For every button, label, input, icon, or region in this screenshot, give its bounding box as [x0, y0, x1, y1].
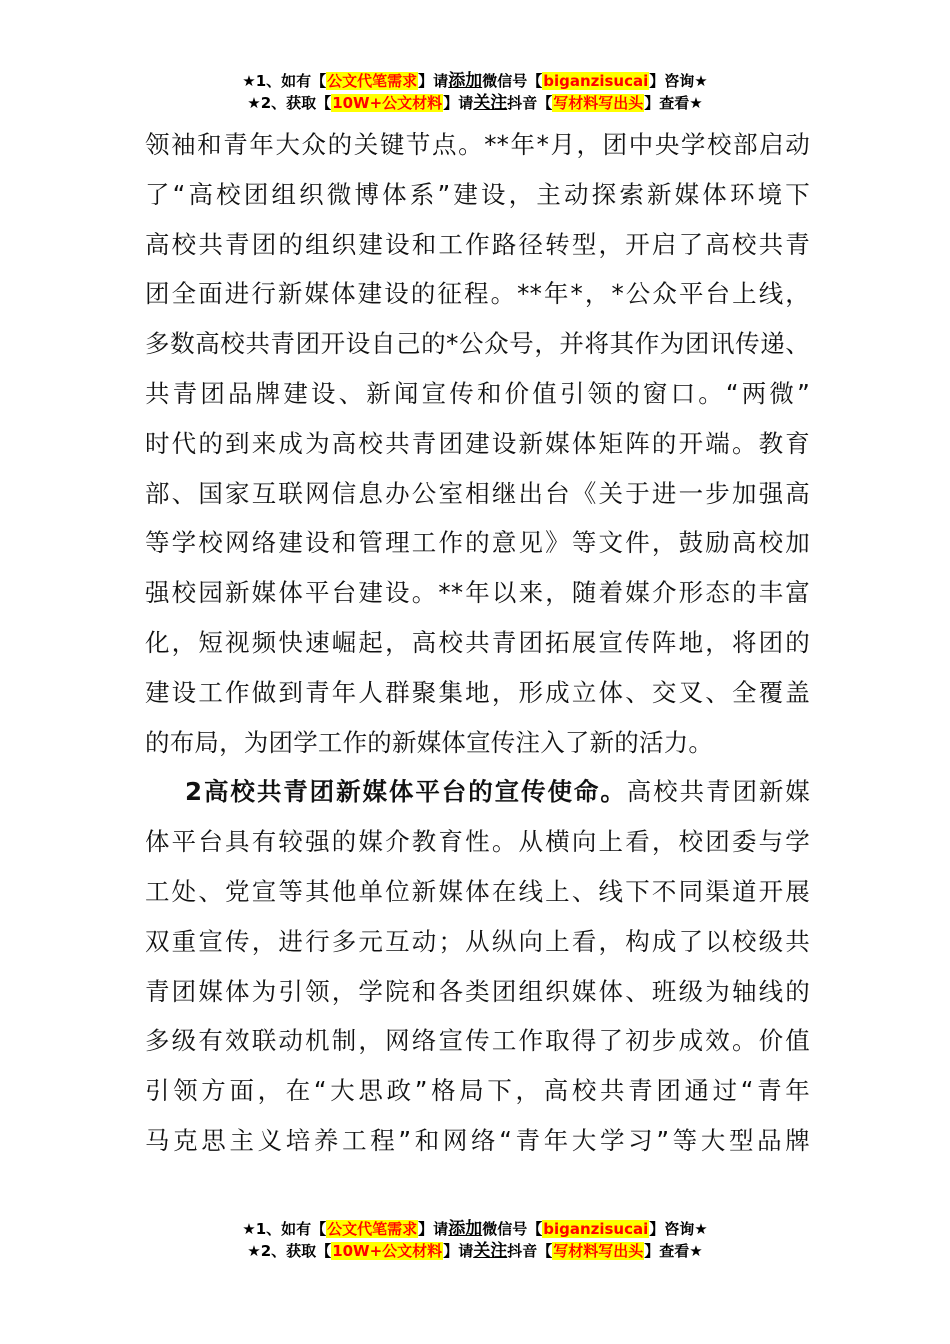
- banner-line-1: [0, 1218, 950, 1240]
- banner-2-prefix: ★2、获取【: [247, 1242, 332, 1260]
- text-line: 团全面进行新媒体建设的征程。**年*，*公众平台上线，: [145, 279, 810, 309]
- text-line: 了“高校团组织微博体系”建设，主动探索新媒体环境下: [145, 179, 810, 209]
- footer-banner: [0, 1218, 950, 1262]
- banner-1-highlight-service: 公文代笔需求: [327, 72, 418, 90]
- text-line: 体平台具有较强的媒介教育性。从横向上看，校团委与学: [145, 827, 810, 857]
- banner-1-mid: 】请: [418, 1220, 449, 1238]
- text-line: 共青团品牌建设、新闻宣传和价值引领的窗口。“两微”: [145, 378, 810, 408]
- section-heading: 2高校共青团新媒体平台的宣传使命。: [185, 777, 627, 807]
- text-line: 化，短视频快速崛起，高校共青团拓展宣传阵地，将团的: [145, 627, 810, 657]
- document-body: [145, 120, 810, 1166]
- paragraph-2-first-line: [145, 767, 810, 817]
- text-line: 青团媒体为引领，学院和各类团组织媒体、班级为轴线的: [145, 976, 810, 1006]
- banner-2-underline: 关注: [473, 1241, 508, 1261]
- banner-1-prefix: ★1、如有【: [242, 1220, 327, 1238]
- text-line: 双重宣传，进行多元互动；从纵向上看，构成了以校级共: [145, 926, 810, 956]
- banner-1-underline: 添加: [448, 1219, 483, 1239]
- banner-2-highlight-douyin: 写材料写出头: [553, 94, 644, 112]
- banner-2-highlight-materials: 10W+公文材料: [332, 1242, 443, 1260]
- banner-2-suffix: 】查看★: [644, 1242, 703, 1260]
- text-line: 工处、党宣等其他单位新媒体在线上、线下不同渠道开展: [145, 876, 810, 906]
- banner-1-highlight-wechat: biganzisucai: [543, 72, 649, 90]
- banner-1-mid2: 微信号【: [482, 1220, 543, 1238]
- text-line: 强校园新媒体平台建设。**年以来，随着媒介形态的丰富: [145, 578, 810, 608]
- banner-1-suffix: 】咨询★: [649, 1220, 708, 1238]
- banner-2-mid2: 抖音【: [507, 1242, 553, 1260]
- banner-1-highlight-service: 公文代笔需求: [327, 1220, 418, 1238]
- text-run: 高校共青团新媒: [626, 777, 810, 807]
- paragraph-2: [145, 767, 810, 1165]
- text-line: 时代的到来成为高校共青团建设新媒体矩阵的开端。教育: [145, 428, 810, 458]
- banner-2-highlight-douyin: 写材料写出头: [553, 1242, 644, 1260]
- text-line: 的布局，为团学工作的新媒体宣传注入了新的活力。: [145, 727, 714, 757]
- banner-1-suffix: 】咨询★: [649, 72, 708, 90]
- banner-line-2: [0, 92, 950, 114]
- text-line: 引领方面，在“大思政”格局下，高校共青团通过“青年: [145, 1076, 810, 1106]
- banner-2-mid: 】请: [443, 94, 474, 112]
- banner-2-highlight-materials: 10W+公文材料: [332, 94, 443, 112]
- banner-1-mid2: 微信号【: [482, 72, 543, 90]
- text-line: 多级有效联动机制，网络宣传工作取得了初步成效。价值: [145, 1026, 810, 1056]
- banner-2-underline: 关注: [473, 93, 508, 113]
- text-line: 马克思主义培养工程”和网络“青年大学习”等大型品牌: [145, 1125, 810, 1155]
- banner-2-mid2: 抖音【: [507, 94, 553, 112]
- banner-2-suffix: 】查看★: [644, 94, 703, 112]
- banner-2-mid: 】请: [443, 1242, 474, 1260]
- text-line: 领袖和青年大众的关键节点。**年*月，团中央学校部启动: [145, 130, 810, 159]
- header-banner: [0, 70, 950, 114]
- banner-1-highlight-wechat: biganzisucai: [543, 1220, 649, 1238]
- text-line: 部、国家互联网信息办公室相继出台《关于进一步加强高: [145, 478, 810, 508]
- text-line: 等学校网络建设和管理工作的意见》等文件，鼓励高校加: [145, 528, 810, 558]
- banner-line-2: [0, 1240, 950, 1262]
- banner-line-1: [0, 70, 950, 92]
- paragraph-1: [145, 120, 810, 767]
- text-line: 高校共青团的组织建设和工作路径转型，开启了高校共青: [145, 229, 810, 259]
- text-line: 多数高校共青团开设自己的*公众号，并将其作为团讯传递、: [145, 329, 810, 359]
- banner-1-mid: 】请: [418, 72, 449, 90]
- banner-1-underline: 添加: [448, 71, 483, 91]
- banner-1-prefix: ★1、如有【: [242, 72, 327, 90]
- banner-2-prefix: ★2、获取【: [247, 94, 332, 112]
- text-line: 建设工作做到青年人群聚集地，形成立体、交叉、全覆盖: [145, 677, 810, 707]
